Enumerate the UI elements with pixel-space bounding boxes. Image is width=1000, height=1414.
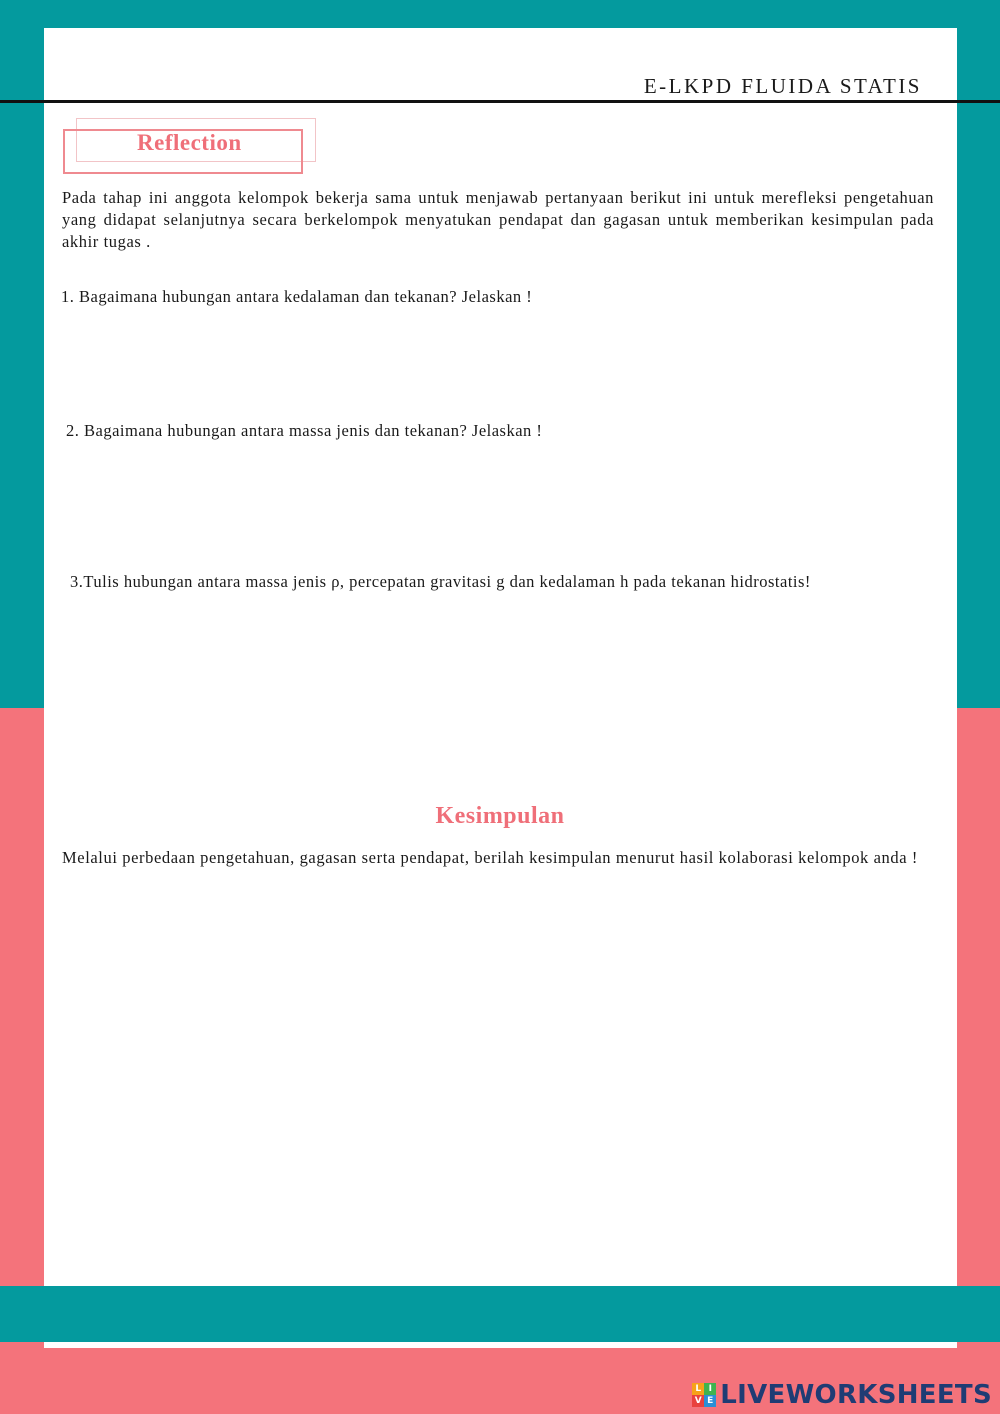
question-1: 1. Bagaimana hubungan antara kedalaman dan tekanan? Jelaskan ! (61, 287, 533, 306)
liveworksheets-wordmark: LIVEWORKSHEETS (720, 1380, 992, 1410)
worksheet-header-title: E-LKPD FLUIDA STATIS (643, 74, 922, 98)
reflection-heading: Reflection (137, 130, 242, 155)
question-2: 2. Bagaimana hubungan antara massa jenis dan tekanan? Jelaskan ! (66, 421, 543, 440)
background-band-teal-bottom (0, 1286, 1000, 1342)
liveworksheets-badge-icon: L I V E (692, 1383, 716, 1407)
reflection-intro-text: Pada tahap ini anggota kelompok bekerja sama untuk menjawab pertanyaan berikut ini untuk merefleksi pengetahuan yang didapat selanjutnya secara berkelompok menyatukan pendapat dan gagasan untuk memberikan kesimpulan pada akhir tugas . (62, 188, 934, 251)
header-divider (0, 100, 1000, 103)
liveworksheets-logo[interactable] (692, 1380, 992, 1410)
kesimpulan-text: Melalui perbedaan pengetahuan, gagasan serta pendapat, berilah kesimpulan menurut hasil kolaborasi kelompok anda ! (62, 848, 918, 867)
question-3: 3.Tulis hubungan antara massa jenis ρ, percepatan gravitasi g dan kedalaman h pada tekanan hidrostatis! (70, 572, 811, 591)
kesimpulan-heading: Kesimpulan (435, 803, 565, 829)
